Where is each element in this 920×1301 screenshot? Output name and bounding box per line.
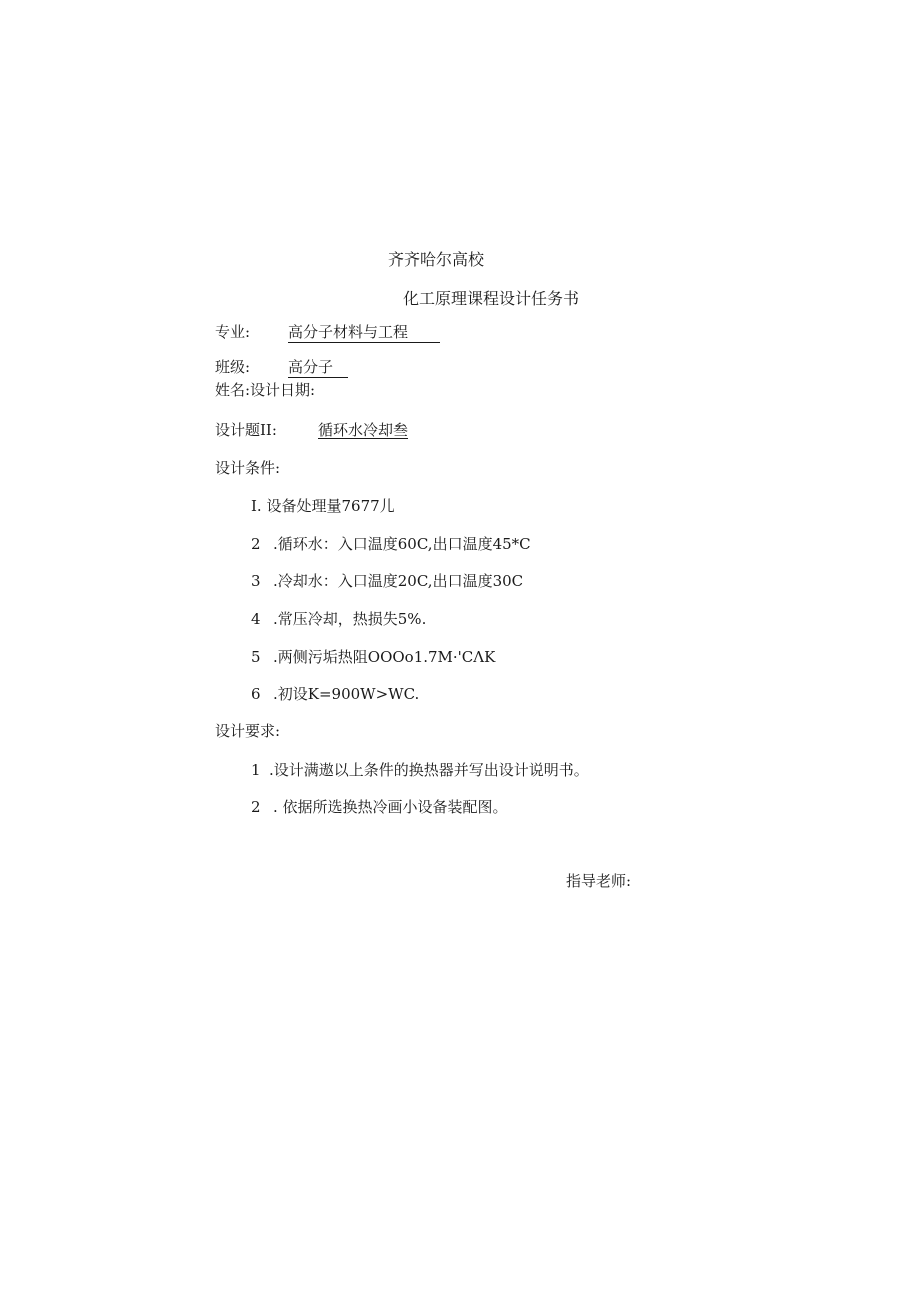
requirement-item bbox=[251, 760, 589, 780]
class-value-text: 高分子 bbox=[288, 358, 334, 376]
topic-value: 循环水冷却叁 bbox=[318, 421, 409, 439]
school-name: 齐齐哈尔高校 bbox=[388, 250, 485, 269]
major-value bbox=[288, 322, 440, 343]
condition-item bbox=[251, 534, 531, 554]
requirement-text: . 依据所选换热冷画小设备装配图。 bbox=[273, 798, 508, 816]
requirement-number: 1 bbox=[251, 761, 261, 779]
requirement-text: .设计满遨以上条件的换热器并写出设计说明书。 bbox=[269, 761, 589, 779]
condition-number: 6 bbox=[251, 685, 261, 703]
major-value-text: 高分子材料与工程 bbox=[288, 323, 409, 341]
condition-item bbox=[251, 609, 426, 629]
major-label: 专业: bbox=[215, 323, 251, 341]
instructor-label: 指导老师: bbox=[566, 872, 632, 890]
condition-number: 4 bbox=[251, 610, 261, 628]
condition-item bbox=[251, 571, 523, 591]
condition-text: 设备处理量7677儿 bbox=[266, 497, 395, 515]
condition-item bbox=[251, 647, 495, 667]
name-date-label: 姓名:设计日期: bbox=[215, 381, 316, 399]
condition-text: .两侧污垢热阻OOOo1.7M·'CΛK bbox=[273, 648, 496, 666]
condition-number: 3 bbox=[251, 572, 261, 590]
requirement-number: 2 bbox=[251, 798, 261, 816]
condition-text: .初设K=900W>WC. bbox=[273, 685, 420, 703]
document-title: 化工原理课程设计任务书 bbox=[403, 289, 580, 308]
conditions-heading: 设计条件: bbox=[215, 459, 281, 477]
condition-number: I. bbox=[251, 497, 262, 515]
topic-label: 设计题II: bbox=[215, 421, 277, 439]
requirements-heading: 设计要求: bbox=[215, 722, 281, 740]
condition-text: .冷却水：入口温度20C,出口温度30C bbox=[273, 572, 524, 590]
condition-text: .循环水：入口温度60C,出口温度45*C bbox=[273, 535, 531, 553]
condition-text: .常压冷却，热损失5%. bbox=[273, 610, 427, 628]
class-value bbox=[288, 357, 348, 378]
condition-number: 5 bbox=[251, 648, 261, 666]
class-label: 班级: bbox=[215, 358, 251, 376]
requirement-item bbox=[251, 797, 508, 817]
condition-number: 2 bbox=[251, 535, 261, 553]
condition-item bbox=[251, 684, 419, 704]
condition-item bbox=[251, 496, 395, 516]
